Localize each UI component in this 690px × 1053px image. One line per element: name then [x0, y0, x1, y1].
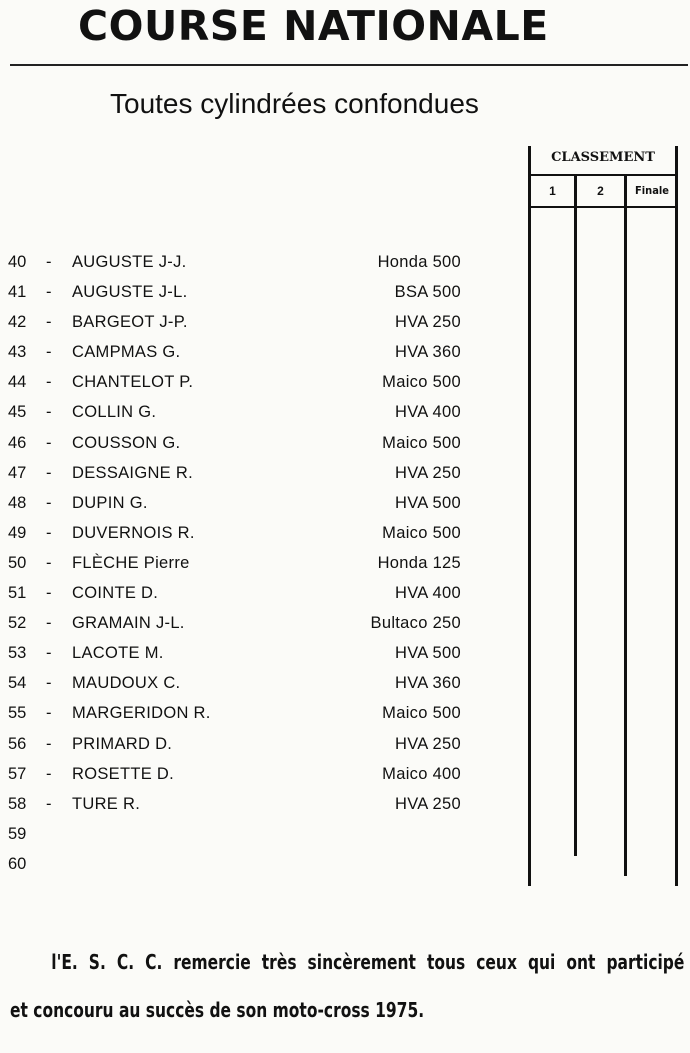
- rider-name: COUSSON G.: [72, 433, 181, 452]
- rider-bike: Maico 500: [382, 373, 461, 392]
- ranking-table-title-rule: [528, 174, 678, 176]
- page-title: COURSE NATIONALE: [78, 2, 549, 50]
- rider-bike: HVA 500: [394, 644, 461, 663]
- rider-separator: -: [46, 253, 52, 271]
- rider-name: BARGEOT J-P.: [72, 313, 188, 332]
- page-subtitle: Toutes cylindrées confondues: [110, 88, 479, 119]
- rider-name: PRIMARD D.: [72, 734, 173, 753]
- rider-name: FLÈCHE Pierre: [72, 553, 190, 572]
- rider-bike: Bultaco 250: [370, 614, 461, 633]
- rider-name: CAMPMAS G.: [72, 343, 181, 362]
- rider-name: COLLIN G.: [72, 403, 157, 422]
- rider-number: 59: [8, 824, 27, 843]
- rider-number: 51: [8, 584, 27, 603]
- rider-separator: -: [46, 313, 52, 332]
- rider-bike: Maico 500: [382, 523, 461, 542]
- rider-name: DESSAIGNE R.: [72, 463, 193, 482]
- rider-separator: -: [46, 614, 52, 633]
- title-divider: [10, 64, 688, 66]
- rider-name: CHANTELOT P.: [72, 373, 194, 392]
- rider-separator: -: [46, 734, 52, 753]
- rider-bike: HVA 400: [394, 403, 461, 422]
- rider-separator: -: [46, 584, 52, 603]
- rider-separator: -: [46, 704, 52, 723]
- rider-bike: HVA 500: [394, 493, 461, 512]
- thank-you-line-2: et concouru au succès de son moto-cross 1975.: [10, 998, 425, 1022]
- rider-number: 54: [8, 674, 27, 693]
- rider-row: [0, 550, 520, 580]
- rider-number: 47: [8, 463, 27, 482]
- rider-row: [0, 821, 520, 851]
- thank-you-note: [10, 938, 686, 1034]
- rider-number: 50: [8, 553, 27, 572]
- ranking-table-border-left: [528, 146, 531, 886]
- rider-number: 42: [8, 313, 27, 332]
- rider-bike: Maico 500: [382, 433, 461, 452]
- ranking-table-border-right: [675, 146, 678, 886]
- rider-number: 58: [8, 794, 27, 813]
- rider-separator: -: [46, 764, 52, 783]
- rider-name: AUGUSTE J-J.: [72, 253, 187, 271]
- rider-row: [0, 791, 520, 821]
- rider-number: 60: [8, 854, 27, 873]
- ranking-col-finale: Finale: [635, 184, 669, 197]
- rider-name: LACOTE M.: [72, 644, 164, 663]
- rider-row: [0, 339, 520, 369]
- rider-list: [0, 249, 520, 881]
- rider-row: [0, 670, 520, 700]
- rider-bike: Honda 500: [377, 253, 461, 271]
- rider-bike: Maico 500: [382, 704, 461, 723]
- rider-row: [0, 279, 520, 309]
- rider-number: 53: [8, 644, 27, 663]
- rider-row: [0, 369, 520, 399]
- ranking-table-divider-2: [624, 176, 627, 876]
- rider-separator: -: [46, 463, 52, 482]
- rider-name: DUVERNOIS R.: [72, 523, 195, 542]
- rider-row: [0, 761, 520, 791]
- ranking-table-header-rule: [528, 206, 678, 208]
- rider-name: TURE R.: [72, 794, 141, 813]
- rider-row: [0, 490, 520, 520]
- rider-bike: HVA 250: [394, 313, 461, 332]
- rider-separator: -: [46, 794, 52, 813]
- rider-row: [0, 520, 520, 550]
- rider-number: 57: [8, 764, 27, 783]
- rider-number: 48: [8, 493, 27, 512]
- rider-separator: -: [46, 674, 52, 693]
- rider-name: ROSETTE D.: [72, 764, 175, 783]
- rider-name: GRAMAIN J-L.: [72, 614, 185, 633]
- rider-number: 43: [8, 343, 27, 362]
- rider-bike: HVA 360: [394, 343, 461, 362]
- rider-number: 45: [8, 403, 27, 422]
- rider-number: 44: [8, 373, 27, 392]
- rider-separator: -: [46, 644, 52, 663]
- ranking-col-1: 1: [549, 184, 556, 198]
- rider-separator: -: [46, 493, 52, 512]
- rider-bike: HVA 400: [394, 584, 461, 603]
- ranking-table-divider-1: [574, 176, 577, 856]
- rider-number: 40: [8, 253, 27, 271]
- rider-bike: HVA 250: [394, 734, 461, 753]
- thank-you-line-1: l'E. S. C. C. remercie très sincèrement tous ceux qui ont participé: [51, 950, 685, 974]
- rider-row: [0, 700, 520, 730]
- rider-number: 55: [8, 704, 27, 723]
- ranking-table: [528, 146, 678, 886]
- rider-name: COINTE D.: [72, 584, 159, 603]
- rider-name: DUPIN G.: [72, 493, 148, 512]
- rider-bike: HVA 250: [394, 794, 461, 813]
- rider-bike: Maico 400: [382, 764, 461, 783]
- rider-separator: -: [46, 553, 52, 572]
- rider-name: AUGUSTE J-L.: [72, 283, 188, 302]
- rider-row: [0, 309, 520, 339]
- rider-bike: BSA 500: [394, 283, 461, 302]
- rider-row: [0, 460, 520, 490]
- rider-name: MARGERIDON R.: [72, 704, 211, 723]
- rider-row: [0, 731, 520, 761]
- ranking-table-title: CLASSEMENT: [551, 150, 655, 165]
- rider-number: 56: [8, 734, 27, 753]
- rider-row: [0, 249, 520, 279]
- rider-separator: -: [46, 523, 52, 542]
- rider-separator: -: [46, 403, 52, 422]
- rider-number: 52: [8, 614, 27, 633]
- rider-number: 49: [8, 523, 27, 542]
- rider-bike: HVA 360: [394, 674, 461, 693]
- rider-number: 46: [8, 433, 27, 452]
- rider-name: MAUDOUX C.: [72, 674, 181, 693]
- rider-separator: -: [46, 343, 52, 362]
- rider-row: [0, 851, 520, 881]
- rider-row: [0, 640, 520, 670]
- rider-separator: -: [46, 433, 52, 452]
- rider-row: [0, 610, 520, 640]
- rider-number: 41: [8, 283, 27, 302]
- rider-bike: Honda 125: [377, 553, 461, 572]
- rider-row: [0, 430, 520, 460]
- rider-bike: HVA 250: [394, 463, 461, 482]
- rider-row: [0, 580, 520, 610]
- rider-separator: -: [46, 373, 52, 392]
- rider-row: [0, 399, 520, 429]
- rider-separator: -: [46, 283, 52, 302]
- ranking-col-2: 2: [597, 184, 604, 198]
